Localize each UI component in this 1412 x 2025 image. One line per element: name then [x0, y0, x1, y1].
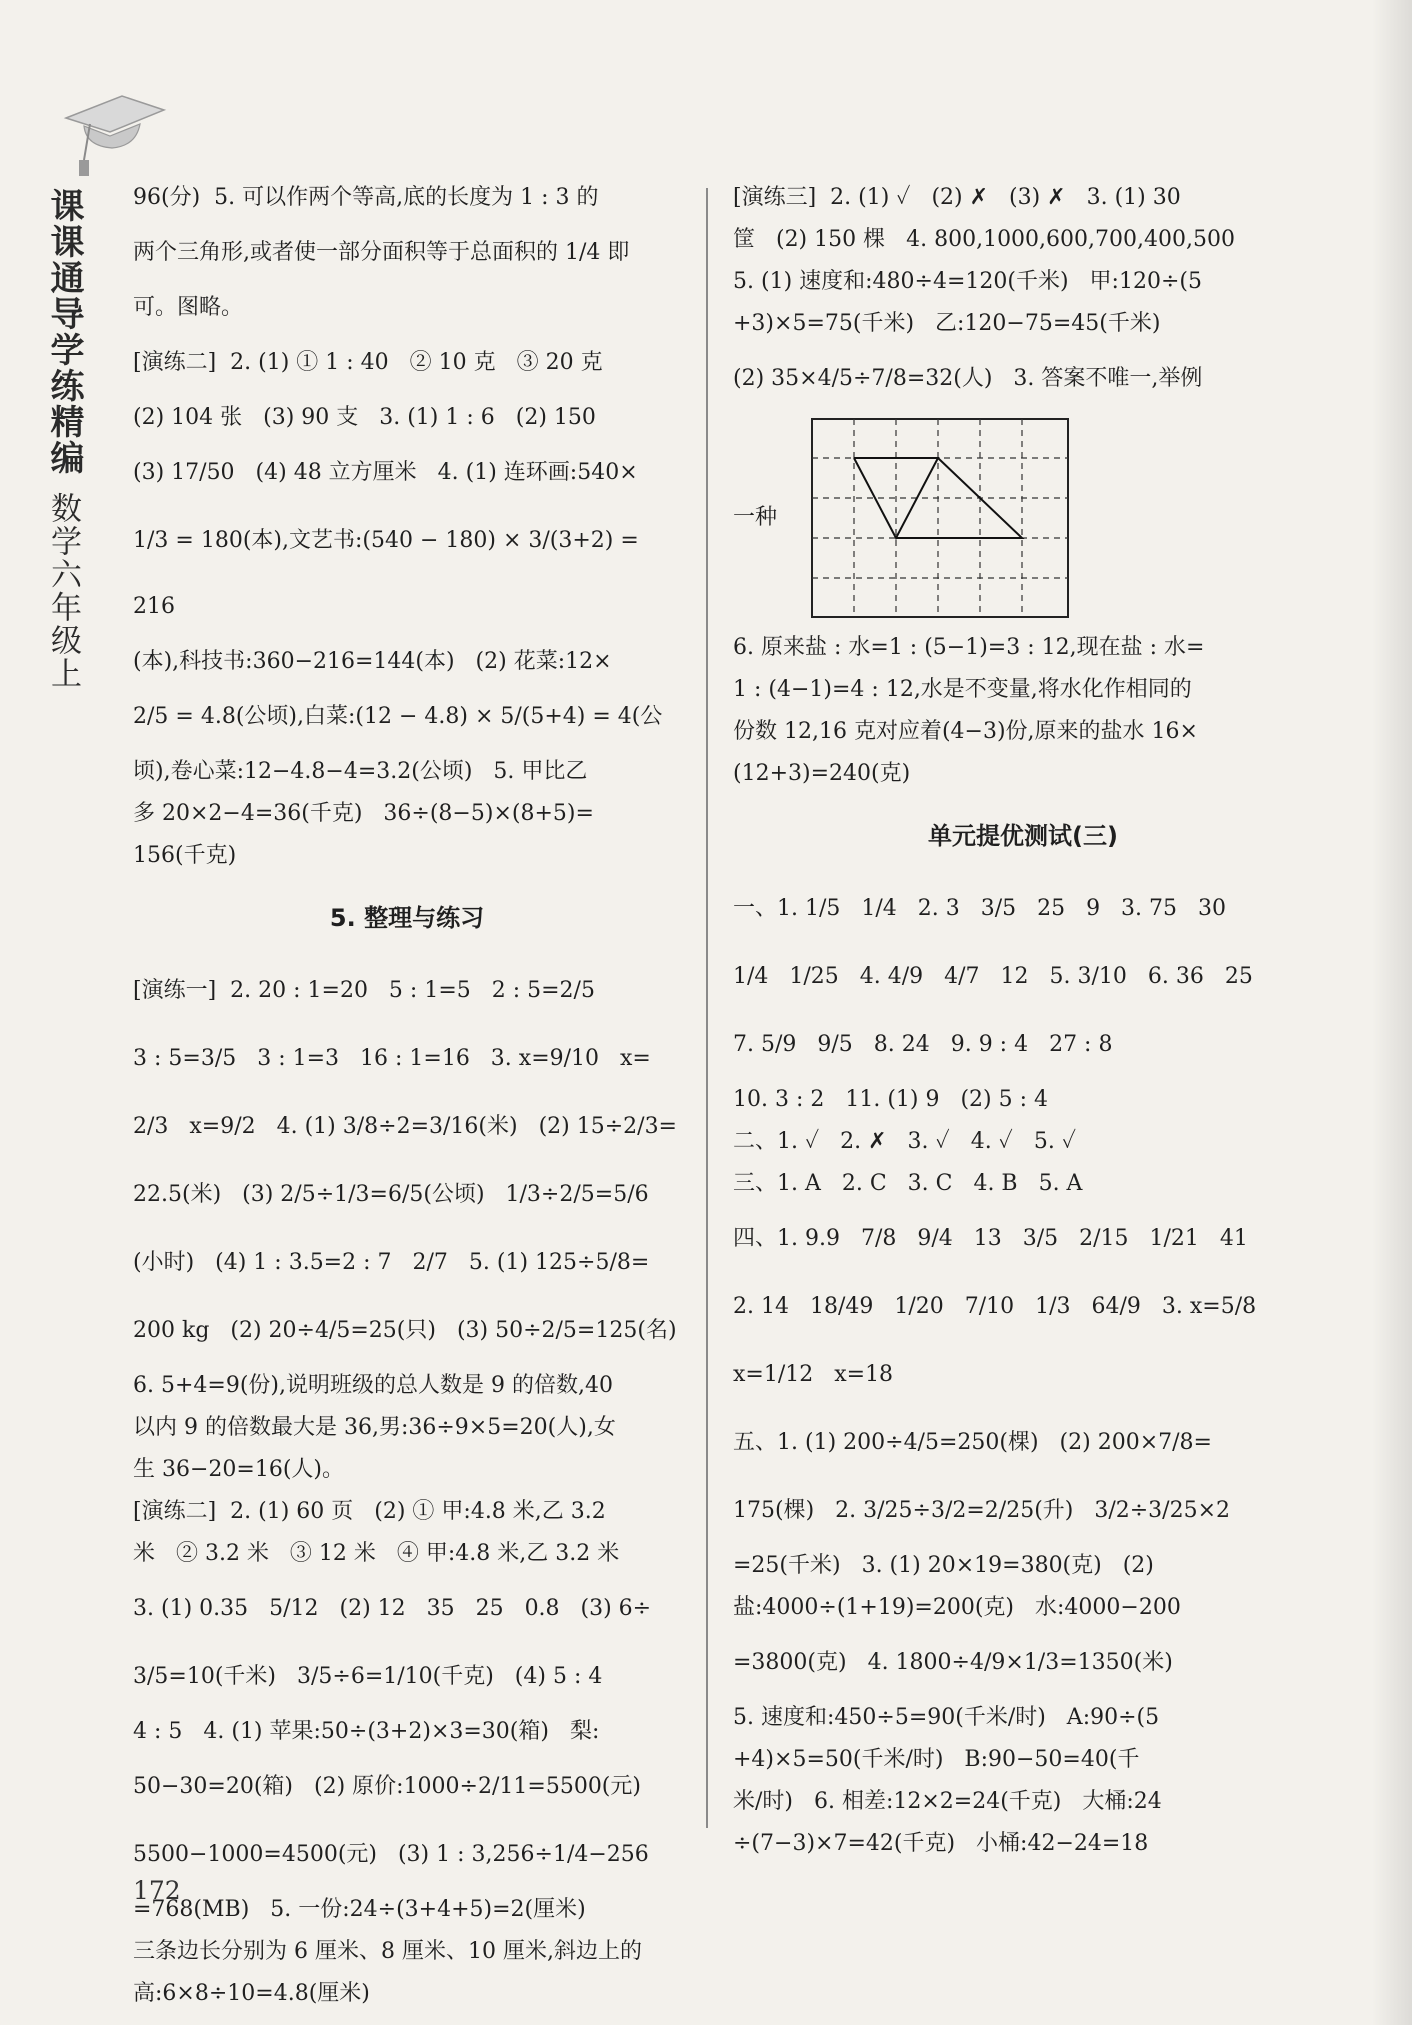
answer-line: 筐 (2) 150 棵 4. 800,1000,600,700,400,500: [733, 227, 1235, 252]
column-divider: [706, 188, 708, 1828]
left-column: [133, 178, 681, 2016]
answer-line: 175(棵) 2. 3/25÷3/2=2/25(升) 3/2÷3/25×2: [733, 1498, 1231, 1523]
book-series-title: [44, 188, 90, 690]
answer-line: 三、1. A 2. C 3. C 4. B 5. A: [733, 1171, 1083, 1196]
answer-line: 米/时) 6. 相差:12×2=24(千克) 大桶:24: [733, 1789, 1162, 1814]
answer-line: 5. (1) 速度和:480÷4=120(千米) 甲:120÷(5: [733, 269, 1202, 294]
page-number: 172: [133, 1876, 181, 1905]
answer-line: 3. (1) 0.35 5/12 (2) 12 35 25 0.8 (3) 6÷: [133, 1596, 652, 1621]
answer-line: 份数 12,16 克对应着(4−3)份,原来的盐水 16×: [733, 719, 1198, 744]
answer-line: +4)×5=50(千米/时) B:90−50=40(千: [733, 1747, 1140, 1772]
answer-line: 10. 3 : 2 11. (1) 9 (2) 5 : 4: [733, 1087, 1049, 1112]
answer-line: 2/3 x=9/2 4. (1) 3/8÷2=3/16(米) (2) 15÷2/3=: [133, 1114, 677, 1139]
answer-line: (3) 17/50 (4) 48 立方厘米 4. (1) 连环画:540×: [133, 460, 638, 485]
answer-line: =3800(克) 4. 1800÷4/9×1/3=1350(米): [733, 1650, 1173, 1675]
graduation-cap-icon: [60, 88, 170, 188]
right-column: [733, 178, 1313, 1866]
answer-line: 二、1. ✓ 2. ✗ 3. ✓ 4. ✓ 5. ✓: [733, 1129, 1077, 1154]
answer-line: ÷(7−3)×7=42(千克) 小桶:42−24=18: [733, 1831, 1149, 1856]
answer-line: 1/3 = 180(本),文艺书:(540 − 180) × 3/(3+2) = 216: [133, 528, 646, 619]
answer-line: 200 kg (2) 20÷4/5=25(只) (3) 50÷2/5=125(名): [133, 1318, 677, 1343]
answer-line: 22.5(米) (3) 2/5÷1/3=6/5(公顷) 1/3÷2/5=5/6: [133, 1182, 649, 1207]
answer-line: 1/4 1/25 4. 4/9 4/7 12 5. 3/10 6. 36 25: [733, 964, 1253, 989]
answer-line: 50−30=20(箱) (2) 原价:1000÷2/11=5500(元): [133, 1774, 641, 1799]
answer-line: 3/5=10(千米) 3/5÷6=1/10(千克) (4) 5 : 4: [133, 1664, 603, 1689]
answer-line: 96(分) 5. 可以作两个等高,底的长度为 1 : 3 的: [133, 185, 599, 210]
answer-line: 两个三角形,或者使一部分面积等于总面积的 1/4 即: [133, 240, 630, 265]
answer-line: (本),科技书:360−216=144(本) (2) 花菜:12×: [133, 649, 612, 674]
answer-line: 156(千克): [133, 843, 237, 868]
figure-label: 一种: [733, 505, 778, 530]
answer-line: 6. 5+4=9(份),说明班级的总人数是 9 的倍数,40: [133, 1373, 613, 1398]
answer-line: 米 ② 3.2 米 ③ 12 米 ④ 甲:4.8 米,乙 3.2 米: [133, 1541, 620, 1566]
answer-line: [演练一] 2. 20 : 1=20 5 : 1=5 2 : 5=2/5: [133, 978, 595, 1003]
answer-line: [演练二] 2. (1) 60 页 (2) ① 甲:4.8 米,乙 3.2: [133, 1499, 606, 1524]
answer-line: 2. 14 18/49 1/20 7/10 1/3 64/9 3. x=5/8: [733, 1294, 1257, 1319]
answer-line: (小时) (4) 1 : 3.5=2 : 7 2/7 5. (1) 125÷5/8=: [133, 1250, 650, 1275]
answer-line: 高:6×8÷10=4.8(厘米): [133, 1981, 370, 2006]
answer-line: 四、1. 9.9 7/8 9/4 13 3/5 2/15 1/21 41: [733, 1226, 1248, 1251]
answer-line: 生 36−20=16(人)。: [133, 1457, 345, 1482]
triangle-grid-diagram: [811, 418, 1069, 618]
answer-line: 以内 9 的倍数最大是 36,男:36÷9×5=20(人),女: [133, 1415, 616, 1440]
grade-subtitle-text: 数学六年级上: [45, 492, 81, 690]
answer-line: 顷),卷心菜:12−4.8−4=3.2(公顷) 5. 甲比乙: [133, 759, 588, 784]
answer-line: 3 : 5=3/5 3 : 1=3 16 : 1=16 3. x=9/10 x=: [133, 1046, 651, 1071]
answer-line: +3)×5=75(千米) 乙:120−75=45(千米): [733, 311, 1161, 336]
section-title: 5. 整理与练习: [329, 904, 485, 932]
answer-line: 5500−1000=4500(元) (3) 1 : 3,256÷1/4−256: [133, 1842, 649, 1867]
answer-line: 1 : (4−1)=4 : 12,水是不变量,将水化作相同的: [733, 677, 1192, 702]
answer-line: (2) 35×4/5÷7/8=32(人) 3. 答案不唯一,举例: [733, 366, 1203, 391]
answer-line: [演练二] 2. (1) ① 1 : 40 ② 10 克 ③ 20 克: [133, 350, 603, 375]
section-title: 单元提优测试(三): [928, 822, 1118, 850]
answer-line: 三条边长分别为 6 厘米、8 厘米、10 厘米,斜边上的: [133, 1939, 642, 1964]
answer-line: 一、1. 1/5 1/4 2. 3 3/5 25 9 3. 75 30: [733, 896, 1227, 921]
answer-line: =25(千米) 3. (1) 20×19=380(克) (2): [733, 1553, 1154, 1578]
answer-line: =768(MB) 5. 一份:24÷(3+4+5)=2(厘米): [133, 1897, 586, 1922]
answer-line: (12+3)=240(克): [733, 761, 911, 786]
answer-line: 6. 原来盐 : 水=1 : (5−1)=3 : 12,现在盐 : 水=: [733, 635, 1205, 660]
answer-line: 4 : 5 4. (1) 苹果:50÷(3+2)×3=30(箱) 梨:: [133, 1719, 600, 1744]
answer-line: x=1/12 x=18: [733, 1362, 894, 1387]
answer-line: 2/5 = 4.8(公顷),白菜:(12 − 4.8) × 5/(5+4) = 4(公: [133, 704, 663, 729]
answer-line: 盐:4000÷(1+19)=200(克) 水:4000−200: [733, 1595, 1181, 1620]
answer-line: 5. 速度和:450÷5=90(千米/时) A:90÷(5: [733, 1705, 1160, 1730]
answer-line: 7. 5/9 9/5 8. 24 9. 9 : 4 27 : 8: [733, 1032, 1113, 1057]
page-edge-shadow: [1372, 0, 1412, 2025]
grid-figure: [733, 418, 1313, 618]
answer-line: 五、1. (1) 200÷4/5=250(棵) (2) 200×7/8=: [733, 1430, 1212, 1455]
answer-line: [演练三] 2. (1) ✓ (2) ✗ (3) ✗ 3. (1) 30: [733, 185, 1181, 210]
answer-line: 可。图略。: [133, 295, 244, 320]
answer-line: (2) 104 张 (3) 90 支 3. (1) 1 : 6 (2) 150: [133, 405, 596, 430]
answer-line: 多 20×2−4=36(千克) 36÷(8−5)×(8+5)=: [133, 801, 594, 826]
series-title-text: 课课通导学练精编: [44, 188, 84, 476]
